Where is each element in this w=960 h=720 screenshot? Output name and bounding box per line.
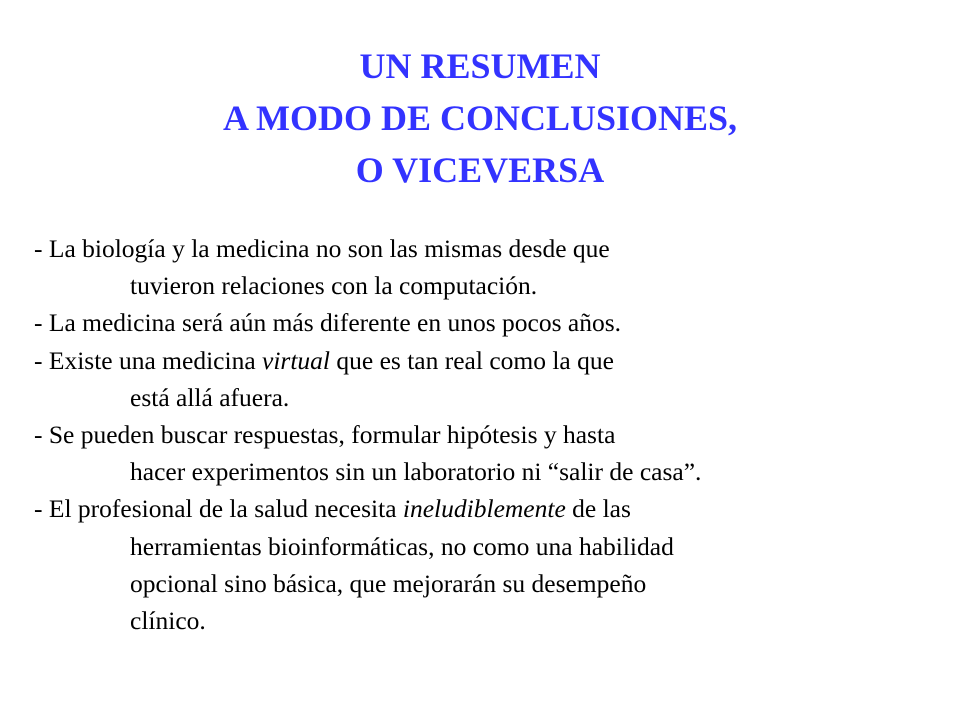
bullet-5-line-3: opcional sino básica, que mejorarán su desempeño [130, 568, 647, 598]
bullet-item-3 [34, 342, 944, 416]
slide-title [0, 40, 960, 196]
bullet-item-2 [34, 304, 944, 341]
bullet-item-1 [34, 230, 944, 304]
bullet-3-text-start: - Existe una medicina [34, 345, 263, 375]
bullet-3-italic-word: virtual [262, 345, 331, 375]
bullet-item-4 [34, 416, 944, 490]
bullet-5-text-end: de las [565, 494, 631, 524]
bullet-4-line-2: hacer experimentos sin un laboratorio ni “salir de casa”. [130, 457, 702, 487]
bullet-5-line-1 [34, 490, 944, 527]
title-line-1: UN RESUMEN [359, 46, 601, 86]
bullet-5-text-start: - El profesional de la salud necesita [34, 494, 403, 524]
bullet-2-line-1: - La medicina será aún más diferente en unos pocos años. [34, 308, 621, 338]
title-line-3: O VICEVERSA [355, 150, 605, 190]
bullet-4-line-1: - Se pueden buscar respuestas, formular hipótesis y hasta [34, 420, 616, 450]
bullet-5-italic-word: ineludiblemente [402, 494, 566, 524]
bullet-3-line-2: está allá afuera. [130, 382, 290, 412]
bullet-3-line-1 [34, 342, 944, 379]
conclusions-list [34, 230, 944, 639]
bullet-item-5 [34, 490, 944, 639]
bullet-3-text-end: que es tan real como la que [330, 345, 614, 375]
bullet-5-line-4: clínico. [130, 606, 206, 636]
bullet-5-line-2: herramientas bioinformáticas, no como una habilidad [130, 531, 674, 561]
title-line-2: A MODO DE CONCLUSIONES, [222, 98, 738, 138]
bullet-1-line-2: tuvieron relaciones con la computación. [130, 271, 538, 301]
bullet-1-line-1: - La biología y la medicina no son las mismas desde que [34, 234, 610, 263]
